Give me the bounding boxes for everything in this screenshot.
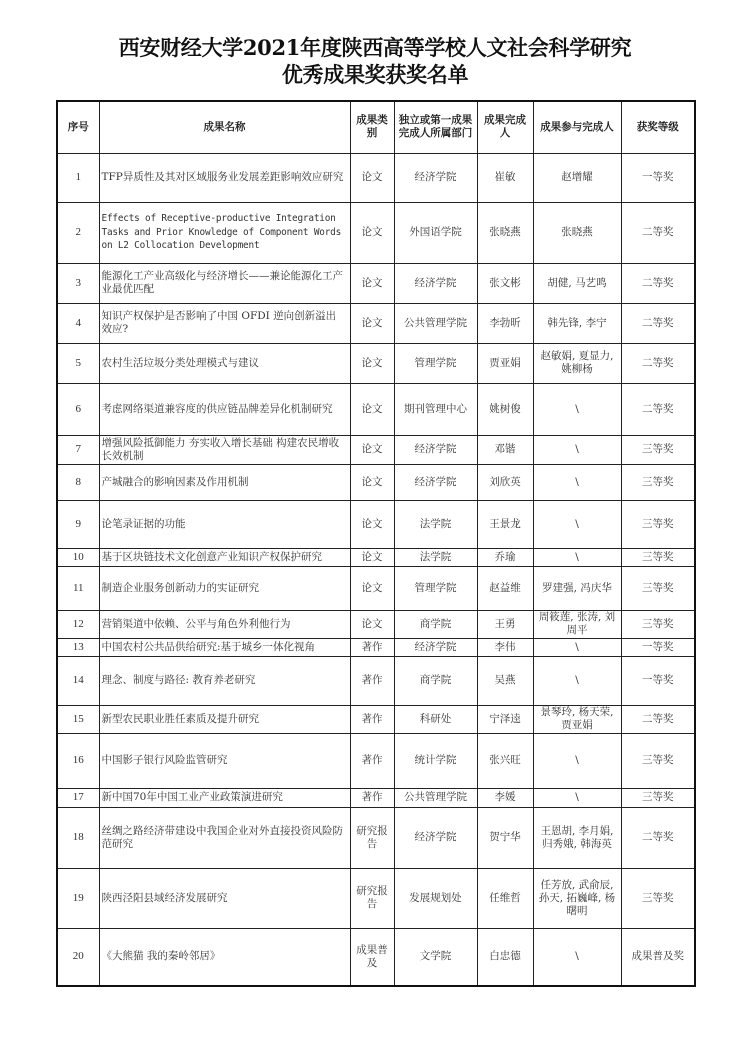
cell-title: 陕西泾阳县域经济发展研究	[99, 868, 350, 928]
cell-department: 公共管理学院	[394, 788, 477, 807]
cell-title: 增强风险抵御能力 夯实收入增长基础 构建农民增收长效机制	[99, 435, 350, 464]
cell-author: 张晓燕	[477, 202, 533, 263]
cell-title: 知识产权保护是否影响了中国 OFDI 逆向创新溢出效应?	[99, 303, 350, 343]
cell-participants: 赵敏娟, 夏显力, 姚柳杨	[533, 343, 621, 383]
cell-department: 经济学院	[394, 153, 477, 202]
cell-participants: \	[533, 638, 621, 656]
table-row	[57, 705, 695, 733]
table-row	[57, 263, 695, 303]
cell-no: 7	[57, 435, 99, 464]
cell-author: 王勇	[477, 610, 533, 638]
header-author: 成果完成人	[477, 101, 533, 153]
cell-title: 产城融合的影响因素及作用机制	[99, 464, 350, 500]
cell-author: 赵益维	[477, 566, 533, 610]
cell-no: 11	[57, 566, 99, 610]
cell-no: 13	[57, 638, 99, 656]
cell-department: 商学院	[394, 610, 477, 638]
cell-department: 文学院	[394, 928, 477, 986]
cell-title: 新中国70年中国工业产业政策演进研究	[99, 788, 350, 807]
cell-participants: \	[533, 788, 621, 807]
cell-category: 论文	[350, 464, 394, 500]
cell-department: 商学院	[394, 656, 477, 705]
cell-title: TFP异质性及其对区域服务业发展差距影响效应研究	[99, 153, 350, 202]
cell-participants: \	[533, 464, 621, 500]
cell-category: 著作	[350, 638, 394, 656]
cell-department: 经济学院	[394, 638, 477, 656]
table-row	[57, 638, 695, 656]
cell-author: 张文彬	[477, 263, 533, 303]
cell-department: 经济学院	[394, 464, 477, 500]
cell-department: 经济学院	[394, 807, 477, 868]
cell-author: 吴燕	[477, 656, 533, 705]
table-header-row	[57, 101, 695, 153]
cell-title: 能源化工产业高级化与经济增长——兼论能源化工产业最优匹配	[99, 263, 350, 303]
cell-award-level: 二等奖	[621, 263, 695, 303]
cell-award-level: 三等奖	[621, 788, 695, 807]
cell-title: 考虑网络渠道兼容度的供应链品牌差异化机制研究	[99, 383, 350, 435]
page-title	[0, 34, 750, 88]
cell-title: 论笔录证据的功能	[99, 500, 350, 548]
cell-category: 论文	[350, 263, 394, 303]
cell-department: 统计学院	[394, 733, 477, 788]
cell-award-level: 一等奖	[621, 153, 695, 202]
header-title: 成果名称	[99, 101, 350, 153]
table-row	[57, 343, 695, 383]
cell-title: 丝绸之路经济带建设中我国企业对外直接投资风险防范研究	[99, 807, 350, 868]
cell-participants: 赵增耀	[533, 153, 621, 202]
cell-author: 邓锴	[477, 435, 533, 464]
cell-category: 论文	[350, 435, 394, 464]
cell-award-level: 二等奖	[621, 705, 695, 733]
cell-award-level: 三等奖	[621, 566, 695, 610]
table-row	[57, 656, 695, 705]
cell-title: 基于区块链技术文化创意产业知识产权保护研究	[99, 548, 350, 566]
cell-author: 张兴旺	[477, 733, 533, 788]
cell-no: 10	[57, 548, 99, 566]
header-participants: 成果参与完成人	[533, 101, 621, 153]
cell-participants: \	[533, 548, 621, 566]
table-row	[57, 435, 695, 464]
cell-participants: 王恩胡, 李月娟, 归秀娥, 韩海英	[533, 807, 621, 868]
cell-participants: \	[533, 733, 621, 788]
header-category: 成果类别	[350, 101, 394, 153]
cell-award-level: 三等奖	[621, 500, 695, 548]
cell-award-level: 一等奖	[621, 638, 695, 656]
page-title-line-1: 西安财经大学2021年度陕西高等学校人文社会科学研究	[118, 35, 632, 60]
awards-table	[56, 100, 696, 987]
cell-no: 2	[57, 202, 99, 263]
cell-participants: \	[533, 383, 621, 435]
cell-award-level: 三等奖	[621, 548, 695, 566]
cell-participants: 胡健, 马艺鸣	[533, 263, 621, 303]
cell-category: 论文	[350, 548, 394, 566]
cell-award-level: 二等奖	[621, 303, 695, 343]
cell-award-level: 二等奖	[621, 343, 695, 383]
cell-award-level: 三等奖	[621, 435, 695, 464]
cell-participants: \	[533, 500, 621, 548]
cell-award-level: 三等奖	[621, 610, 695, 638]
cell-participants: \	[533, 928, 621, 986]
cell-participants: \	[533, 435, 621, 464]
cell-author: 李勃昕	[477, 303, 533, 343]
cell-author: 白忠德	[477, 928, 533, 986]
cell-title: 理念、制度与路径: 教育养老研究	[99, 656, 350, 705]
cell-title: 中国影子银行风险监管研究	[99, 733, 350, 788]
cell-author: 李伟	[477, 638, 533, 656]
header-department: 独立或第一成果完成人所属部门	[394, 101, 477, 153]
cell-category: 论文	[350, 500, 394, 548]
page-title-line-2: 优秀成果奖获奖名单	[281, 62, 469, 87]
cell-department: 发展规划处	[394, 868, 477, 928]
table-row	[57, 303, 695, 343]
cell-department: 经济学院	[394, 435, 477, 464]
cell-title: 《大熊猫 我的秦岭邻居》	[99, 928, 350, 986]
cell-category: 著作	[350, 656, 394, 705]
cell-department: 科研处	[394, 705, 477, 733]
table-row	[57, 464, 695, 500]
table-row	[57, 928, 695, 986]
cell-no: 1	[57, 153, 99, 202]
cell-category: 论文	[350, 566, 394, 610]
table-row	[57, 383, 695, 435]
cell-author: 姚树俊	[477, 383, 533, 435]
table-row	[57, 788, 695, 807]
cell-title: 新型农民职业胜任素质及提升研究	[99, 705, 350, 733]
cell-department: 公共管理学院	[394, 303, 477, 343]
cell-category: 论文	[350, 610, 394, 638]
cell-no: 9	[57, 500, 99, 548]
cell-participants: 罗建强, 冯庆华	[533, 566, 621, 610]
table-row	[57, 807, 695, 868]
cell-author: 任维哲	[477, 868, 533, 928]
cell-participants: 张晓燕	[533, 202, 621, 263]
cell-no: 15	[57, 705, 99, 733]
cell-author: 贾亚娟	[477, 343, 533, 383]
cell-participants: \	[533, 656, 621, 705]
table-row	[57, 500, 695, 548]
cell-department: 管理学院	[394, 566, 477, 610]
cell-no: 12	[57, 610, 99, 638]
cell-title: 营销渠道中依赖、公平与角色外利他行为	[99, 610, 350, 638]
cell-no: 18	[57, 807, 99, 868]
cell-award-level: 二等奖	[621, 202, 695, 263]
cell-category: 著作	[350, 788, 394, 807]
cell-category: 著作	[350, 705, 394, 733]
cell-award-level: 三等奖	[621, 464, 695, 500]
cell-no: 6	[57, 383, 99, 435]
cell-author: 崔敏	[477, 153, 533, 202]
cell-category: 论文	[350, 383, 394, 435]
cell-department: 外国语学院	[394, 202, 477, 263]
cell-no: 16	[57, 733, 99, 788]
cell-award-level: 二等奖	[621, 383, 695, 435]
header-award-level: 获奖等级	[621, 101, 695, 153]
cell-title: 制造企业服务创新动力的实证研究	[99, 566, 350, 610]
cell-category: 研究报告	[350, 807, 394, 868]
cell-no: 19	[57, 868, 99, 928]
table-row	[57, 548, 695, 566]
cell-author: 刘欣英	[477, 464, 533, 500]
cell-category: 成果普及	[350, 928, 394, 986]
cell-author: 贺宁华	[477, 807, 533, 868]
cell-participants: 任芳放, 武俞辰, 孙天, 拓巍峰, 杨曙明	[533, 868, 621, 928]
cell-award-level: 一等奖	[621, 656, 695, 705]
cell-award-level: 三等奖	[621, 868, 695, 928]
cell-category: 论文	[350, 153, 394, 202]
cell-participants: 景琴玲, 杨天荣, 贾亚娟	[533, 705, 621, 733]
cell-no: 8	[57, 464, 99, 500]
header-no: 序号	[57, 101, 99, 153]
table-row	[57, 610, 695, 638]
table-row	[57, 202, 695, 263]
cell-award-level: 成果普及奖	[621, 928, 695, 986]
cell-title: Effects of Receptive-productive Integration Tasks and Prior Knowledge of Component Words on L2 Collocation Development	[99, 202, 350, 263]
cell-author: 宁泽逵	[477, 705, 533, 733]
cell-department: 管理学院	[394, 343, 477, 383]
cell-participants: 韩先锋, 李宁	[533, 303, 621, 343]
cell-department: 经济学院	[394, 263, 477, 303]
cell-title: 农村生活垃圾分类处理模式与建议	[99, 343, 350, 383]
cell-title: 中国农村公共品供给研究:基于城乡一体化视角	[99, 638, 350, 656]
cell-no: 4	[57, 303, 99, 343]
table-row	[57, 733, 695, 788]
cell-participants: 周筱莲, 张涛, 刘周平	[533, 610, 621, 638]
cell-award-level: 二等奖	[621, 807, 695, 868]
table-row	[57, 153, 695, 202]
cell-author: 王景龙	[477, 500, 533, 548]
cell-no: 5	[57, 343, 99, 383]
cell-no: 3	[57, 263, 99, 303]
cell-department: 期刊管理中心	[394, 383, 477, 435]
cell-no: 17	[57, 788, 99, 807]
cell-author: 乔瑜	[477, 548, 533, 566]
cell-author: 李媛	[477, 788, 533, 807]
cell-award-level: 三等奖	[621, 733, 695, 788]
table-row	[57, 566, 695, 610]
cell-department: 法学院	[394, 548, 477, 566]
cell-category: 论文	[350, 303, 394, 343]
cell-category: 论文	[350, 202, 394, 263]
cell-category: 研究报告	[350, 868, 394, 928]
cell-no: 20	[57, 928, 99, 986]
cell-category: 著作	[350, 733, 394, 788]
cell-no: 14	[57, 656, 99, 705]
table-row	[57, 868, 695, 928]
cell-category: 论文	[350, 343, 394, 383]
cell-department: 法学院	[394, 500, 477, 548]
